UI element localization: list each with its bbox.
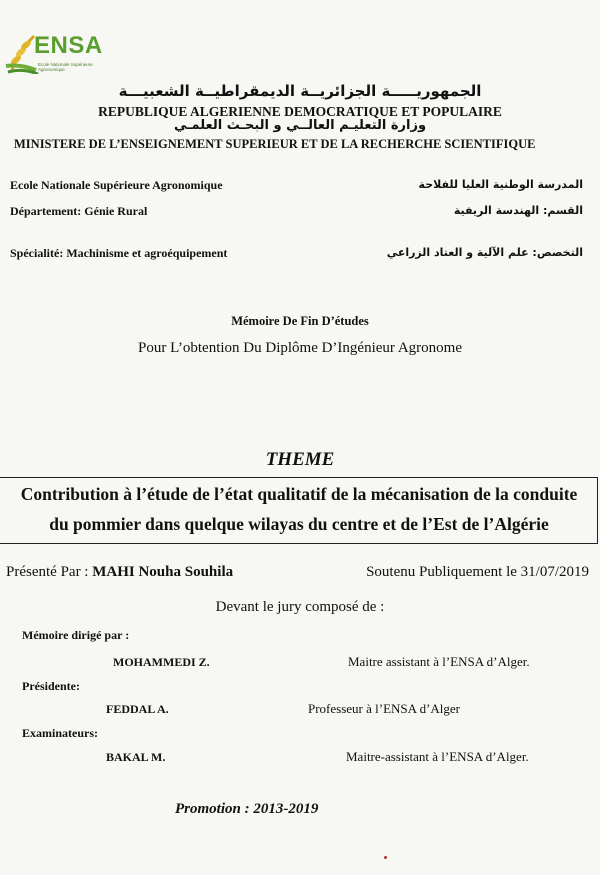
promotion: Promotion : 2013-2019 bbox=[175, 801, 319, 817]
jury-title-supervisor: Maitre assistant à l’ENSA d’Alger. bbox=[348, 654, 530, 669]
presented-by bbox=[6, 564, 233, 581]
jury-name-president: FEDDAL A. bbox=[106, 702, 169, 716]
specialty-ar: التخصص: علم الآلية و العتاد الزراعي bbox=[386, 246, 583, 259]
logo-wordmark: ENSA bbox=[34, 32, 103, 59]
ministry-title: MINISTERE DE L’ENSEIGNEMENT SUPERIEUR ET DE LA RECHERCHE SCIENTIFIQUE bbox=[14, 137, 536, 151]
memoire-subtitle: Pour L’obtention Du Diplôme D’Ingénieur Agronome bbox=[138, 340, 462, 356]
republic-title: REPUBLIQUE ALGERIENNE DEMOCRATIQUE ET POPULAIRE bbox=[98, 104, 502, 119]
department: Département: Génie Rural bbox=[10, 204, 148, 218]
jury-name-examiner: BAKAL M. bbox=[106, 750, 166, 764]
jury-name-supervisor: MOHAMMEDI Z. bbox=[113, 655, 210, 669]
jury-title-president: Professeur à l’ENSA d’Alger bbox=[308, 701, 460, 716]
scan-mark bbox=[384, 856, 387, 859]
presenter-name: MAHI Nouha Souhila bbox=[92, 564, 234, 580]
jury-heading: Devant le jury composé de : bbox=[215, 599, 385, 615]
theme-line-2: du pommier dans quelque wilayas du centre et de l’Est de l’Algérie bbox=[49, 514, 549, 534]
arabic-republic: الجمهوريـــــة الجزائريــة الديمقراطيــة الشعبيـــة bbox=[118, 82, 482, 100]
logo-subtitle: Ecole Nationale Supérieure Agronomique bbox=[38, 62, 93, 72]
jury-role-examiners: Examinateurs: bbox=[22, 726, 98, 740]
theme-line-1: Contribution à l’étude de l’état qualitatif de la mécanisation de la conduite bbox=[20, 484, 578, 504]
jury-role-supervisor: Mémoire dirigé par : bbox=[22, 628, 130, 642]
school-name: Ecole Nationale Supérieure Agronomique bbox=[10, 178, 223, 192]
presented-by-label: Présenté Par : bbox=[6, 564, 89, 580]
department-ar: القسم: الهندسة الريفية bbox=[453, 204, 583, 217]
jury-title-examiner: Maitre-assistant à l’ENSA d’Alger. bbox=[346, 749, 529, 764]
memoire-title: Mémoire De Fin D’études bbox=[231, 314, 369, 328]
school-name-ar: المدرسة الوطنية العليا للفلاحة bbox=[418, 178, 583, 191]
defense-date: Soutenu Publiquement le 31/07/2019 bbox=[366, 564, 589, 580]
jury-role-president: Présidente: bbox=[22, 679, 80, 693]
specialty: Spécialité: Machinisme et agroéquipement bbox=[10, 246, 228, 260]
arabic-ministry: وزارة التعليـم العالــي و البحـث العلمـي bbox=[173, 118, 427, 133]
theme-box bbox=[0, 477, 598, 544]
ensa-logo bbox=[4, 30, 114, 85]
theme-label: THEME bbox=[265, 449, 335, 470]
